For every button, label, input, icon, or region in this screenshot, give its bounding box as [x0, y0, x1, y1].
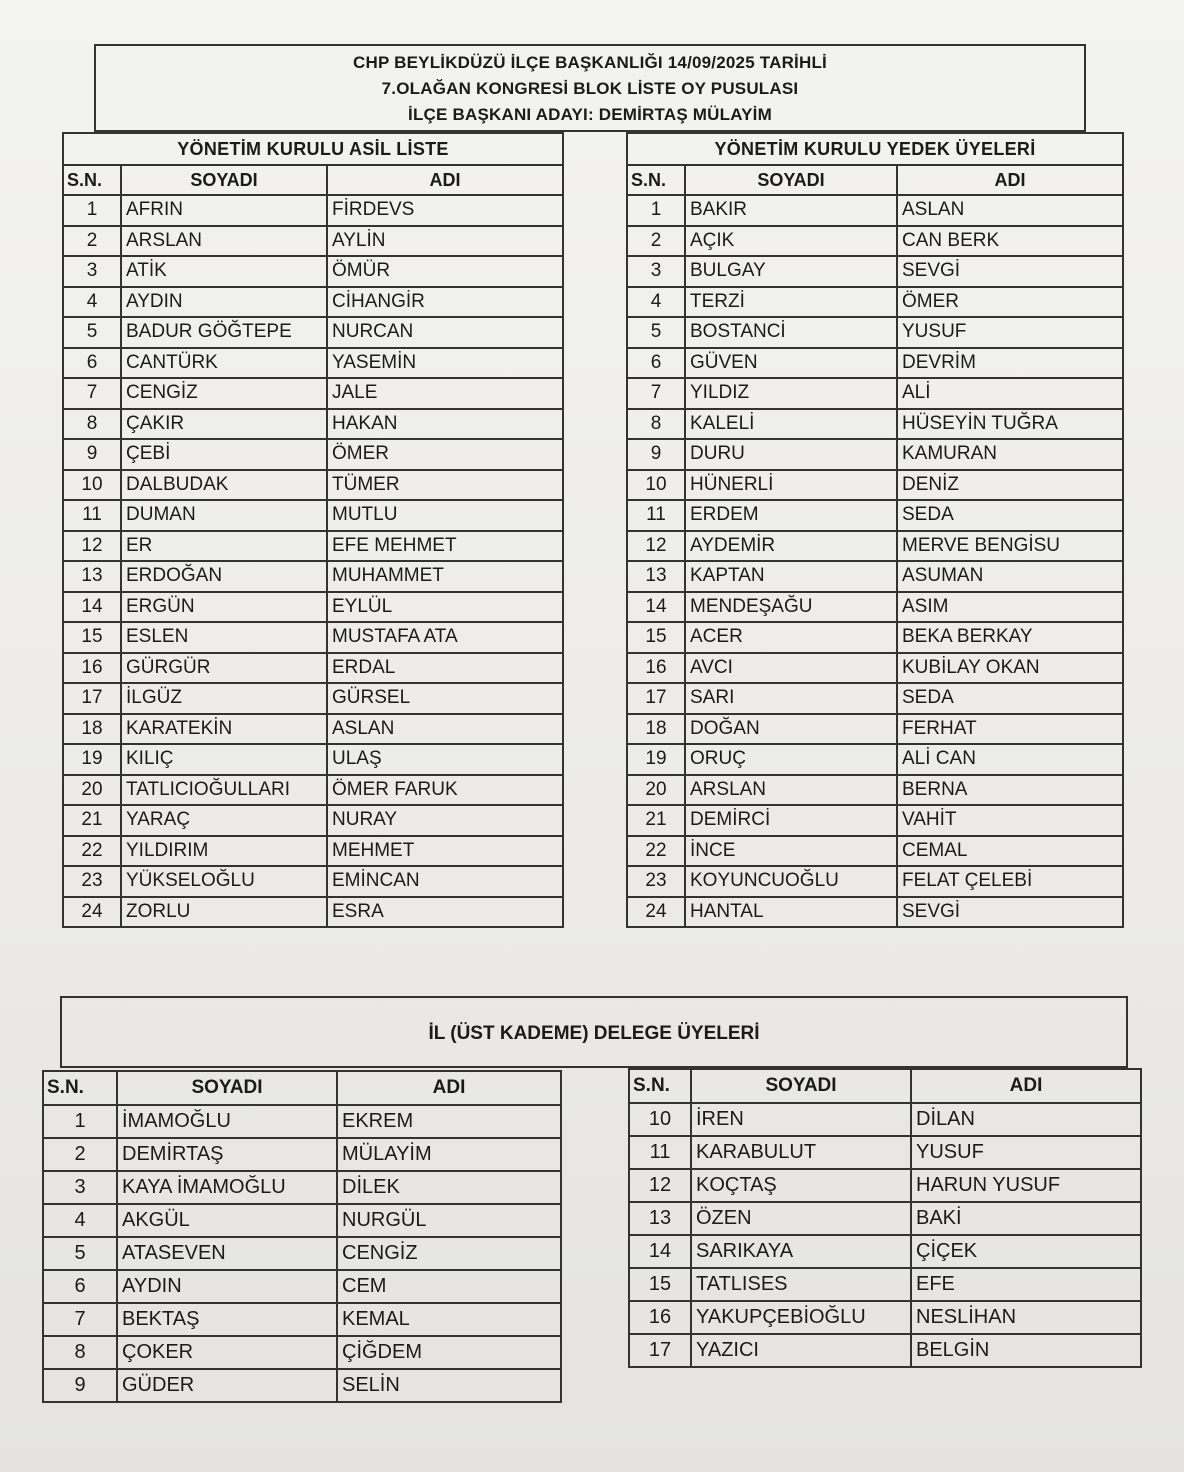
- table-row: [43, 1369, 561, 1402]
- row-name: ERDAL: [327, 653, 563, 684]
- row-name: EFE MEHMET: [327, 531, 563, 562]
- row-surname: ARSLAN: [685, 775, 897, 806]
- table-row: [627, 287, 1123, 318]
- col-sn-header: S.N.: [43, 1071, 117, 1105]
- row-name: GÜRSEL: [327, 683, 563, 714]
- row-number: 20: [627, 775, 685, 806]
- row-surname: KARATEKİN: [121, 714, 327, 745]
- header-line-3: İLÇE BAŞKANI ADAYI: DEMİRTAŞ MÜLAYİM: [408, 105, 772, 124]
- row-name: BAKİ: [911, 1202, 1141, 1235]
- row-number: 11: [629, 1136, 691, 1169]
- row-number: 21: [627, 805, 685, 836]
- row-surname: AYDIN: [121, 287, 327, 318]
- row-surname: YARAÇ: [121, 805, 327, 836]
- table-row: [627, 897, 1123, 928]
- row-name: YASEMİN: [327, 348, 563, 379]
- row-name: NESLİHAN: [911, 1301, 1141, 1334]
- table-row: [627, 195, 1123, 226]
- row-surname: TATLISES: [691, 1268, 911, 1301]
- row-surname: ZORLU: [121, 897, 327, 928]
- row-number: 1: [627, 195, 685, 226]
- row-number: 13: [63, 561, 121, 592]
- row-name: KAMURAN: [897, 439, 1123, 470]
- row-number: 8: [63, 409, 121, 440]
- row-name: MUSTAFA ATA: [327, 622, 563, 653]
- table-row: [63, 592, 563, 623]
- table-row: [627, 226, 1123, 257]
- row-surname: KOÇTAŞ: [691, 1169, 911, 1202]
- board-substitute-title: YÖNETİM KURULU YEDEK ÜYELERİ: [626, 132, 1124, 164]
- row-number: 9: [43, 1369, 117, 1402]
- row-surname: AYDIN: [117, 1270, 337, 1303]
- table-row: [627, 317, 1123, 348]
- table-row: [627, 744, 1123, 775]
- table-row: [63, 226, 563, 257]
- row-surname: SARIKAYA: [691, 1235, 911, 1268]
- row-surname: DUMAN: [121, 500, 327, 531]
- delegates-title: İL (ÜST KADEME) DELEGE ÜYELERİ: [60, 996, 1128, 1068]
- row-name: SEVGİ: [897, 897, 1123, 928]
- row-name: FİRDEVS: [327, 195, 563, 226]
- row-name: FERHAT: [897, 714, 1123, 745]
- row-surname: ÇEBİ: [121, 439, 327, 470]
- row-name: ÖMER: [327, 439, 563, 470]
- row-number: 23: [627, 866, 685, 897]
- row-name: SEDA: [897, 683, 1123, 714]
- row-surname: İMAMOĞLU: [117, 1105, 337, 1138]
- row-number: 21: [63, 805, 121, 836]
- row-number: 16: [627, 653, 685, 684]
- row-surname: İREN: [691, 1103, 911, 1136]
- row-number: 22: [627, 836, 685, 867]
- table-row: [63, 714, 563, 745]
- row-name: MÜLAYİM: [337, 1138, 561, 1171]
- col-surname-header: SOYADI: [691, 1069, 911, 1103]
- row-number: 15: [629, 1268, 691, 1301]
- row-surname: DEMİRCİ: [685, 805, 897, 836]
- header-line-1: CHP BEYLİKDÜZÜ İLÇE BAŞKANLIĞI 14/09/2025 TARİHLİ: [353, 53, 827, 72]
- row-surname: ER: [121, 531, 327, 562]
- row-number: 6: [63, 348, 121, 379]
- col-name-header: ADI: [327, 165, 563, 195]
- header-line-2: 7.OLAĞAN KONGRESİ BLOK LİSTE OY PUSULASI: [381, 79, 799, 98]
- row-name: MUTLU: [327, 500, 563, 531]
- table-row: [43, 1237, 561, 1270]
- table-row: [627, 653, 1123, 684]
- table-row: [43, 1138, 561, 1171]
- row-number: 8: [627, 409, 685, 440]
- row-surname: BADUR GÖĞTEPE: [121, 317, 327, 348]
- row-number: 17: [627, 683, 685, 714]
- table-row: [63, 195, 563, 226]
- row-name: DİLAN: [911, 1103, 1141, 1136]
- row-name: SEDA: [897, 500, 1123, 531]
- row-surname: KALELİ: [685, 409, 897, 440]
- row-number: 17: [629, 1334, 691, 1367]
- row-surname: KAYA İMAMOĞLU: [117, 1171, 337, 1204]
- col-sn-header: S.N.: [627, 165, 685, 195]
- row-name: NURCAN: [327, 317, 563, 348]
- ballot-header: [94, 44, 1086, 132]
- row-number: 11: [627, 500, 685, 531]
- row-name: ÖMER FARUK: [327, 775, 563, 806]
- board-substitute-table: [626, 132, 1124, 928]
- col-sn-header: S.N.: [63, 165, 121, 195]
- row-number: 6: [43, 1270, 117, 1303]
- row-number: 6: [627, 348, 685, 379]
- table-row: [63, 470, 563, 501]
- row-number: 19: [63, 744, 121, 775]
- row-number: 5: [63, 317, 121, 348]
- row-surname: ATASEVEN: [117, 1237, 337, 1270]
- row-number: 20: [63, 775, 121, 806]
- row-surname: YILDIZ: [685, 378, 897, 409]
- row-surname: ORUÇ: [685, 744, 897, 775]
- table-row: [629, 1235, 1141, 1268]
- row-number: 18: [627, 714, 685, 745]
- row-number: 7: [63, 378, 121, 409]
- row-surname: KOYUNCUOĞLU: [685, 866, 897, 897]
- row-number: 3: [627, 256, 685, 287]
- row-number: 3: [43, 1171, 117, 1204]
- row-number: 5: [43, 1237, 117, 1270]
- row-name: EMİNCAN: [327, 866, 563, 897]
- row-surname: ACER: [685, 622, 897, 653]
- row-number: 12: [63, 531, 121, 562]
- table-row: [629, 1301, 1141, 1334]
- row-name: YUSUF: [897, 317, 1123, 348]
- row-name: EFE: [911, 1268, 1141, 1301]
- row-surname: AKGÜL: [117, 1204, 337, 1237]
- row-number: 4: [63, 287, 121, 318]
- board-main-table: [62, 132, 564, 928]
- row-number: 22: [63, 836, 121, 867]
- col-name-header: ADI: [337, 1071, 561, 1105]
- row-name: DEVRİM: [897, 348, 1123, 379]
- row-surname: AYDEMİR: [685, 531, 897, 562]
- col-surname-header: SOYADI: [121, 165, 327, 195]
- row-name: MEHMET: [327, 836, 563, 867]
- table-row: [627, 561, 1123, 592]
- table-row: [629, 1169, 1141, 1202]
- table-row: [63, 622, 563, 653]
- row-number: 2: [43, 1138, 117, 1171]
- row-number: 24: [627, 897, 685, 928]
- table-row: [627, 805, 1123, 836]
- row-surname: GÜRGÜR: [121, 653, 327, 684]
- table-row: [63, 897, 563, 928]
- row-number: 19: [627, 744, 685, 775]
- table-row: [63, 500, 563, 531]
- table-row: [627, 378, 1123, 409]
- table-row: [629, 1268, 1141, 1301]
- row-surname: KAPTAN: [685, 561, 897, 592]
- table-row: [63, 653, 563, 684]
- row-surname: SARI: [685, 683, 897, 714]
- row-name: HÜSEYİN TUĞRA: [897, 409, 1123, 440]
- row-number: 9: [627, 439, 685, 470]
- row-name: NURAY: [327, 805, 563, 836]
- row-name: YUSUF: [911, 1136, 1141, 1169]
- row-number: 13: [629, 1202, 691, 1235]
- row-name: CEM: [337, 1270, 561, 1303]
- row-number: 17: [63, 683, 121, 714]
- row-name: BERNA: [897, 775, 1123, 806]
- row-number: 3: [63, 256, 121, 287]
- row-surname: KARABULUT: [691, 1136, 911, 1169]
- col-surname-header: SOYADI: [117, 1071, 337, 1105]
- table-row: [63, 287, 563, 318]
- row-surname: GÜVEN: [685, 348, 897, 379]
- row-number: 12: [627, 531, 685, 562]
- table-row: [43, 1336, 561, 1369]
- table-row: [63, 378, 563, 409]
- row-name: KEMAL: [337, 1303, 561, 1336]
- row-name: CAN BERK: [897, 226, 1123, 257]
- row-name: ALİ CAN: [897, 744, 1123, 775]
- table-row: [63, 744, 563, 775]
- row-name: AYLİN: [327, 226, 563, 257]
- row-name: BEKA BERKAY: [897, 622, 1123, 653]
- row-name: ÖMER: [897, 287, 1123, 318]
- table-row: [627, 836, 1123, 867]
- table-row: [627, 622, 1123, 653]
- table-row: [63, 348, 563, 379]
- table-row: [63, 531, 563, 562]
- row-number: 5: [627, 317, 685, 348]
- row-name: KUBİLAY OKAN: [897, 653, 1123, 684]
- row-surname: AÇIK: [685, 226, 897, 257]
- row-surname: BAKIR: [685, 195, 897, 226]
- row-surname: YÜKSELOĞLU: [121, 866, 327, 897]
- row-number: 14: [63, 592, 121, 623]
- row-number: 10: [629, 1103, 691, 1136]
- table-row: [63, 409, 563, 440]
- row-name: MUHAMMET: [327, 561, 563, 592]
- row-surname: YILDIRIM: [121, 836, 327, 867]
- row-number: 11: [63, 500, 121, 531]
- table-row: [63, 439, 563, 470]
- row-surname: DURU: [685, 439, 897, 470]
- row-surname: HANTAL: [685, 897, 897, 928]
- row-surname: AVCI: [685, 653, 897, 684]
- row-name: DENİZ: [897, 470, 1123, 501]
- row-surname: KILIÇ: [121, 744, 327, 775]
- row-number: 15: [627, 622, 685, 653]
- row-name: ÖMÜR: [327, 256, 563, 287]
- row-surname: YAKUPÇEBİOĞLU: [691, 1301, 911, 1334]
- table-row: [627, 500, 1123, 531]
- table-row: [63, 836, 563, 867]
- row-number: 14: [629, 1235, 691, 1268]
- delegates-table-left: [42, 1070, 562, 1403]
- row-surname: ERGÜN: [121, 592, 327, 623]
- table-row: [627, 348, 1123, 379]
- row-surname: YAZICI: [691, 1334, 911, 1367]
- row-number: 14: [627, 592, 685, 623]
- row-name: EYLÜL: [327, 592, 563, 623]
- table-row: [63, 561, 563, 592]
- row-name: ASLAN: [897, 195, 1123, 226]
- row-surname: ÖZEN: [691, 1202, 911, 1235]
- board-main-title: YÖNETİM KURULU ASİL LİSTE: [62, 132, 564, 164]
- row-name: HARUN YUSUF: [911, 1169, 1141, 1202]
- row-surname: GÜDER: [117, 1369, 337, 1402]
- row-surname: ERDOĞAN: [121, 561, 327, 592]
- row-number: 16: [629, 1301, 691, 1334]
- row-number: 9: [63, 439, 121, 470]
- row-name: ÇİÇEK: [911, 1235, 1141, 1268]
- table-row: [627, 714, 1123, 745]
- row-surname: BOSTANCİ: [685, 317, 897, 348]
- row-surname: İLGÜZ: [121, 683, 327, 714]
- row-surname: DOĞAN: [685, 714, 897, 745]
- row-surname: DEMİRTAŞ: [117, 1138, 337, 1171]
- row-name: BELGİN: [911, 1334, 1141, 1367]
- row-number: 23: [63, 866, 121, 897]
- row-number: 8: [43, 1336, 117, 1369]
- row-surname: AFRIN: [121, 195, 327, 226]
- row-surname: DALBUDAK: [121, 470, 327, 501]
- table-row: [627, 439, 1123, 470]
- row-number: 1: [63, 195, 121, 226]
- row-surname: BEKTAŞ: [117, 1303, 337, 1336]
- row-name: ÇİĞDEM: [337, 1336, 561, 1369]
- row-surname: ATİK: [121, 256, 327, 287]
- row-name: ESRA: [327, 897, 563, 928]
- table-row: [63, 866, 563, 897]
- row-number: 15: [63, 622, 121, 653]
- row-name: CEMAL: [897, 836, 1123, 867]
- row-surname: TATLICIOĞULLARI: [121, 775, 327, 806]
- table-row: [627, 866, 1123, 897]
- delegates-table-right: [628, 1068, 1142, 1368]
- row-number: 2: [63, 226, 121, 257]
- row-name: JALE: [327, 378, 563, 409]
- row-number: 12: [629, 1169, 691, 1202]
- row-name: ASLAN: [327, 714, 563, 745]
- col-surname-header: SOYADI: [685, 165, 897, 195]
- row-surname: MENDEŞAĞU: [685, 592, 897, 623]
- table-row: [43, 1270, 561, 1303]
- table-row: [629, 1136, 1141, 1169]
- row-name: SELİN: [337, 1369, 561, 1402]
- col-name-header: ADI: [911, 1069, 1141, 1103]
- col-name-header: ADI: [897, 165, 1123, 195]
- row-name: ALİ: [897, 378, 1123, 409]
- table-row: [63, 683, 563, 714]
- row-name: TÜMER: [327, 470, 563, 501]
- row-name: FELAT ÇELEBİ: [897, 866, 1123, 897]
- table-row: [627, 592, 1123, 623]
- row-surname: TERZİ: [685, 287, 897, 318]
- col-sn-header: S.N.: [629, 1069, 691, 1103]
- row-number: 18: [63, 714, 121, 745]
- row-number: 24: [63, 897, 121, 928]
- table-row: [43, 1303, 561, 1336]
- table-row: [629, 1334, 1141, 1367]
- row-name: ASUMAN: [897, 561, 1123, 592]
- row-name: SEVGİ: [897, 256, 1123, 287]
- table-row: [627, 256, 1123, 287]
- table-row: [627, 683, 1123, 714]
- table-row: [63, 805, 563, 836]
- table-row: [627, 409, 1123, 440]
- row-surname: ESLEN: [121, 622, 327, 653]
- row-number: 4: [627, 287, 685, 318]
- row-name: CENGİZ: [337, 1237, 561, 1270]
- row-name: HAKAN: [327, 409, 563, 440]
- table-row: [63, 317, 563, 348]
- row-number: 7: [627, 378, 685, 409]
- row-name: EKREM: [337, 1105, 561, 1138]
- row-number: 2: [627, 226, 685, 257]
- row-surname: BULGAY: [685, 256, 897, 287]
- table-row: [629, 1103, 1141, 1136]
- table-row: [627, 470, 1123, 501]
- row-number: 10: [63, 470, 121, 501]
- row-number: 10: [627, 470, 685, 501]
- row-surname: ERDEM: [685, 500, 897, 531]
- row-name: ASIM: [897, 592, 1123, 623]
- table-row: [43, 1171, 561, 1204]
- row-surname: İNCE: [685, 836, 897, 867]
- row-name: MERVE BENGİSU: [897, 531, 1123, 562]
- row-number: 4: [43, 1204, 117, 1237]
- table-row: [627, 775, 1123, 806]
- row-number: 1: [43, 1105, 117, 1138]
- row-name: VAHİT: [897, 805, 1123, 836]
- row-surname: CANTÜRK: [121, 348, 327, 379]
- table-row: [63, 256, 563, 287]
- table-row: [627, 531, 1123, 562]
- row-name: DİLEK: [337, 1171, 561, 1204]
- row-name: NURGÜL: [337, 1204, 561, 1237]
- row-surname: ÇAKIR: [121, 409, 327, 440]
- table-row: [63, 775, 563, 806]
- row-name: ULAŞ: [327, 744, 563, 775]
- table-row: [43, 1105, 561, 1138]
- row-number: 13: [627, 561, 685, 592]
- row-surname: ÇOKER: [117, 1336, 337, 1369]
- row-name: CİHANGİR: [327, 287, 563, 318]
- row-number: 16: [63, 653, 121, 684]
- row-number: 7: [43, 1303, 117, 1336]
- table-row: [629, 1202, 1141, 1235]
- row-surname: HÜNERLİ: [685, 470, 897, 501]
- row-surname: ARSLAN: [121, 226, 327, 257]
- row-surname: CENGİZ: [121, 378, 327, 409]
- table-row: [43, 1204, 561, 1237]
